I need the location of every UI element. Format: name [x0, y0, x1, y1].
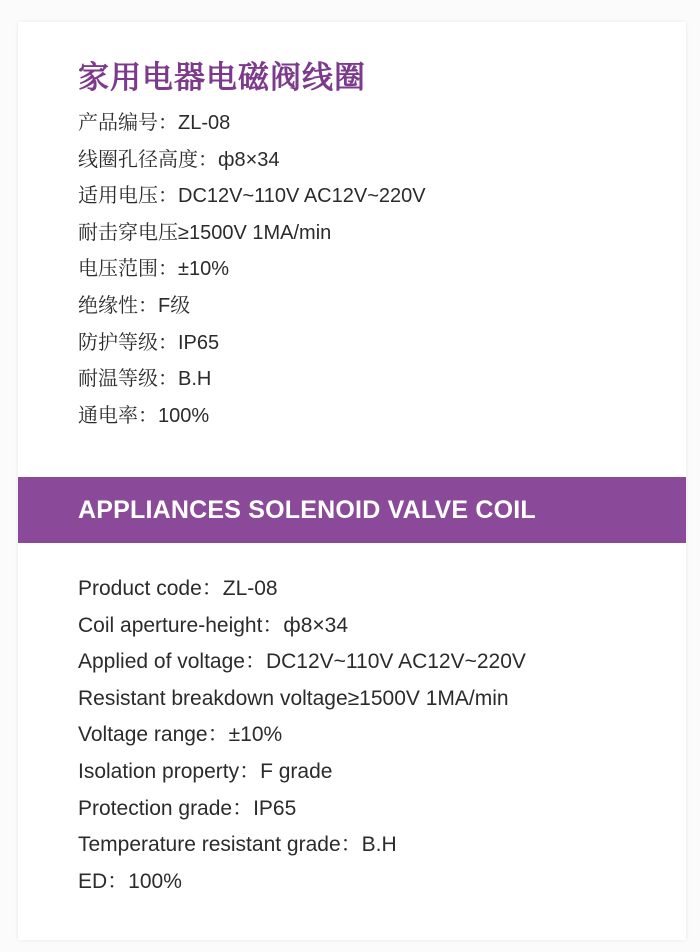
en-spec-temperature-grade: Temperature resistant grade：B.H — [78, 833, 397, 857]
cn-spec-temperature-grade: 耐温等级：B.H — [78, 368, 212, 391]
cn-spec-duty-rate: 通电率：100% — [78, 404, 210, 427]
en-spec-duty-rate: ED：100% — [78, 869, 182, 893]
english-spec-list — [78, 571, 526, 900]
en-spec-coil-aperture: Coil aperture-height：ф8×34 — [78, 613, 349, 637]
cn-spec-coil-aperture: 线圈孔径高度：ф8×34 — [78, 148, 280, 171]
cn-spec-breakdown-voltage: 耐击穿电压≥1500V 1MA/min — [78, 221, 332, 244]
cn-spec-protection-grade: 防护等级：IP65 — [78, 331, 220, 354]
cn-spec-product-code: 产品编号：ZL-08 — [78, 112, 231, 134]
en-spec-product-code: Product code：ZL-08 — [78, 577, 278, 600]
en-spec-protection-grade: Protection grade：IP65 — [78, 796, 297, 820]
en-spec-voltage-range: Voltage range：±10% — [78, 723, 283, 747]
en-spec-breakdown-voltage: Resistant breakdown voltage≥1500V 1MA/min — [78, 686, 509, 710]
chinese-spec-list — [78, 105, 426, 434]
en-spec-applied-voltage: Applied of voltage：DC12V~110V AC12V~220V — [78, 650, 526, 674]
chinese-title: 家用电器电磁阀线圈 — [78, 60, 366, 95]
en-spec-isolation: Isolation property：F grade — [78, 759, 333, 783]
cn-spec-applied-voltage: 适用电压：DC12V~110V AC12V~220V — [78, 185, 426, 208]
cn-spec-voltage-range: 电压范围：±10% — [78, 258, 230, 281]
english-title: APPLIANCES SOLENOID VALVE COIL — [78, 496, 536, 524]
english-title-band — [18, 477, 686, 543]
cn-spec-insulation: 绝缘性：F级 — [78, 294, 191, 317]
